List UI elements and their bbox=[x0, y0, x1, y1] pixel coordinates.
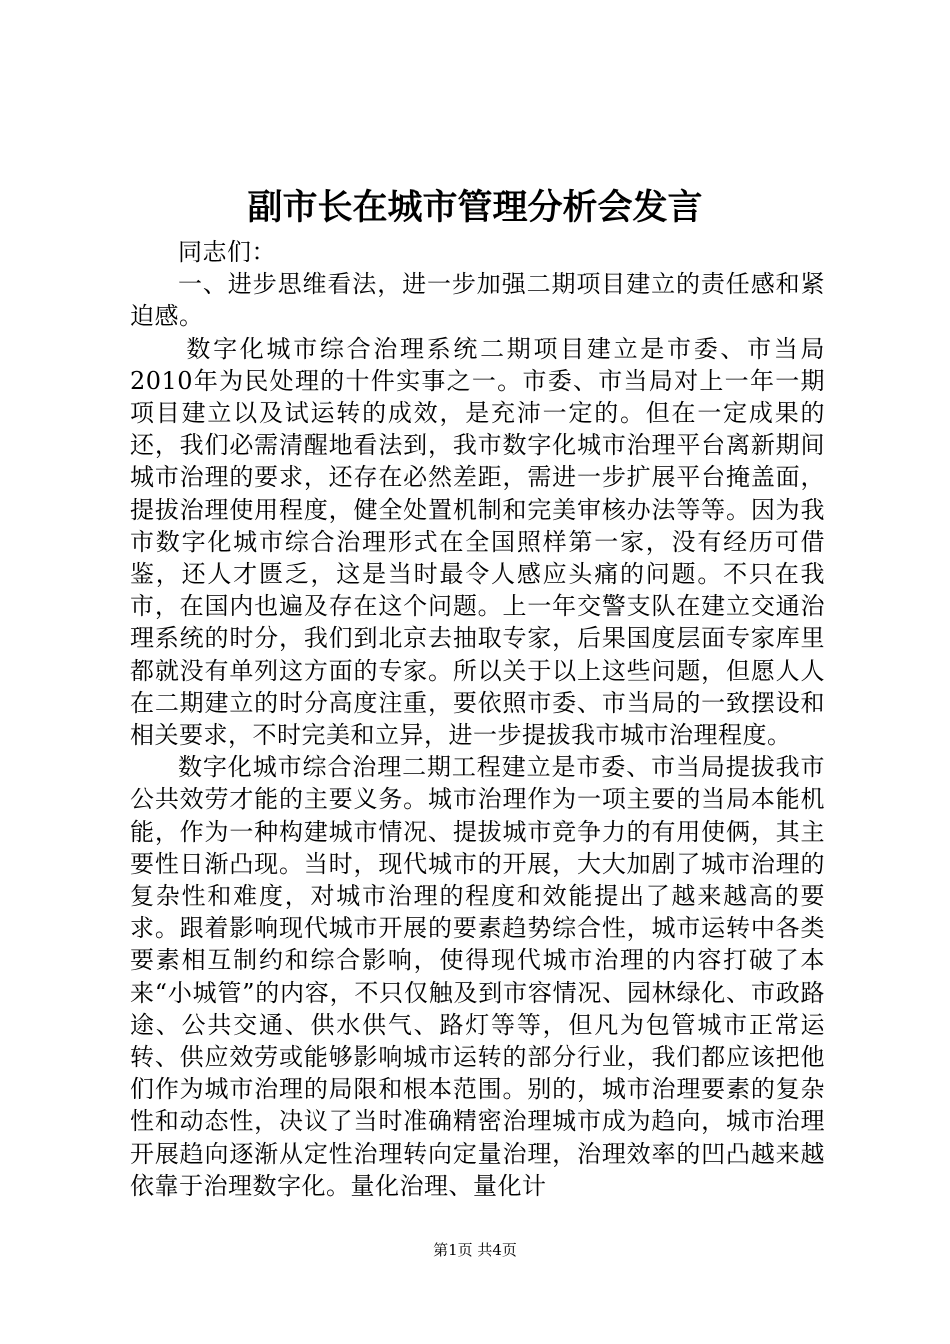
page-number-footer: 第1页 共4页 bbox=[433, 1241, 517, 1259]
body-paragraph-1: 数字化城市综合治理系统二期项目建立是市委、市当局2010年为民处理的十件实事之一。市委、市当局对上一年一期项目建立以及试运转的成效，是充沛一定的。但在一定成果的还，我们必需清醒地看法到，我市数字化城市治理平台离新期间城市治理的要求，还存在必然差距，需进一步扩展平台掩盖面，提拔治理使用程度，健全处置机制和完美审核办法等等。因为我市数字化城市综合治理形式在全国照样第一家，没有经历可借鉴，还人才匮乏，这是当时最令人感应头痛的问题。不只在我市，在国内也遍及存在这个问题。上一年交警支队在建立交通治理系统的时分，我们到北京去抽取专家，后果国度层面专家库里都就没有单列这方面的专家。所以关于以上这些问题，但愿人人在二期建立的时分高度注重，要依照市委、市当局的一致摆设和相关要求，不时完美和立异，进一步提拔我市城市治理程度。 bbox=[130, 334, 825, 750]
section-heading-paragraph: 一、进步思维看法，进一步加强二期项目建立的责任感和紧迫感。 bbox=[130, 270, 825, 331]
document-body bbox=[130, 236, 825, 1202]
document-title: 副市长在城市管理分析会发言 bbox=[247, 187, 703, 228]
greeting-paragraph: 同志们： bbox=[178, 238, 276, 266]
body-paragraph-2: 数字化城市综合治理二期工程建立是市委、市当局提拔我市公共效劳才能的主要义务。城市治理作为一项主要的当局本能机能，作为一种构建城市情况、提拔城市竞争力的有用使俩，其主要性日渐凸现。当时，现代城市的开展，大大加剧了城市治理的复杂性和难度，对城市治理的程度和效能提出了越来越高的要求。跟着影响现代城市开展的要素趋势综合性，城市运转中各类要素相互制约和综合影响，使得现代城市治理的内容打破了本来“小城管”的内容，不只仅触及到市容情况、园林绿化、市政路途、公共交通、供水供气、路灯等等，但凡为包管城市正常运转、供应效劳或能够影响城市运转的部分行业，我们都应该把他们作为城市治理的局限和根本范围。别的，城市治理要素的复杂性和动态性，决议了当时准确精密治理城市成为趋向，城市治理开展趋向逐渐从定性治理转向定量治理，治理效率的凹凸越来越依靠于治理数字化。量化治理、量化计 bbox=[130, 753, 825, 1200]
